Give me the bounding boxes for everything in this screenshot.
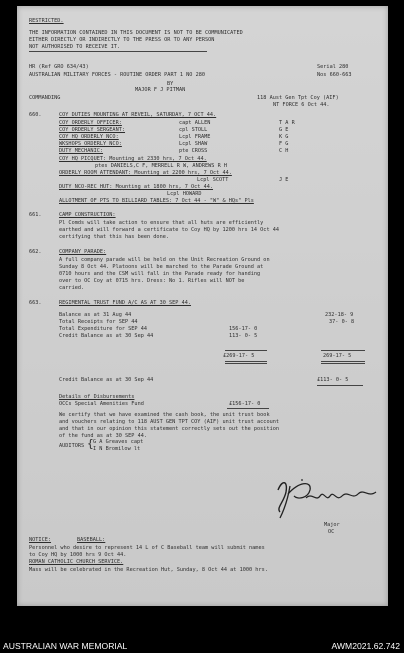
handwritten-signature: [272, 472, 382, 522]
archive-reference: AWM2021.62.742: [331, 641, 400, 651]
account-value-b: 37- 0- 8: [329, 319, 355, 325]
duty-name: capt ALLEN: [179, 120, 211, 126]
duty-role: COY ORDERLY SERGEANT:: [59, 127, 126, 133]
unit-name: 118 Aust Gen Tpt Coy (AIF): [257, 95, 339, 101]
orderly-room-next: J E: [279, 177, 289, 183]
notice-label: NOTICE:: [29, 537, 52, 543]
certificate-line: of the fund as at 30 SEP 44.: [59, 433, 148, 439]
body-line: Sunday 8 Oct 44. Platoons will be marched to the Parade Ground at: [59, 264, 264, 270]
auditor-name: G A Greaves capt: [93, 439, 144, 445]
restricted-stamp: RESTRICTED.: [29, 18, 64, 24]
total-b: 269-17- 5: [323, 353, 352, 359]
rec-hut-name: Lcpl HOWARD: [167, 191, 202, 197]
body-line: over to OC Coy at 0715 hrs. Dress: No 1. Rifles will NOT be: [59, 278, 245, 284]
body-line: to Coy HQ by 1000 hrs 9 Oct 44.: [29, 552, 127, 558]
section-number: 663.: [29, 300, 42, 306]
body-line: 0710 hours and the CSM will fall in the Parade ready for handing: [59, 271, 261, 277]
total-rule: [321, 350, 365, 351]
church-heading: ROMAN CATHOLIC CHURCH SERVICE.: [29, 559, 124, 565]
archive-footer: [0, 638, 404, 653]
document-title: AUSTRALIAN MILITARY FORCES - ROUTINE ORDER PART 1 NO 280: [29, 72, 206, 78]
body-line: A full company parade will be held on the Unit Recreation Ground on: [59, 257, 270, 263]
account-value-a: 156-17- 0: [229, 326, 258, 332]
duty-next: F G: [279, 141, 289, 147]
document-page: [17, 6, 388, 606]
signatory-role: OC: [328, 529, 335, 535]
account-label: Credit Balance as at 30 Sep 44: [59, 333, 154, 339]
duty-next: T A R: [279, 120, 295, 126]
account-value-a: 113- 0- 5: [229, 333, 258, 339]
picquet-line: COY HQ PICQUET: Mounting at 2330 hrs, 7 Oct 44.: [59, 156, 207, 162]
body-line: Pl Comds will take action to ensure that all huts are efficiently: [59, 220, 264, 226]
total-rule: [317, 385, 363, 386]
details-value: £156-17- 0: [229, 401, 261, 407]
duty-name: cpl STOLL: [179, 127, 208, 133]
warning-line: THE INFORMATION CONTAINED IN THIS DOCUMENT IS NOT TO BE COMMUNICATED: [29, 30, 243, 36]
credit-label: Credit Balance as at 30 Sep 44: [59, 377, 154, 383]
duty-next: G E: [279, 127, 289, 133]
details-heading: Details of Disbursements: [59, 394, 135, 400]
auditors-brace: {: [87, 437, 94, 450]
account-label: Total Expenditure for SEP 44: [59, 326, 148, 332]
certificate-line: and vouchers relating to 118 AUST GEN TPT COY (AIF) unit trust account: [59, 419, 280, 425]
reference: HR (Ref GRO 634/43): [29, 64, 89, 70]
total-rule: [225, 363, 267, 364]
section-heading: COY DUTIES MOUNTING AT REVEIL, SATURDAY, 7 OCT 44.: [59, 112, 217, 118]
body-line: carried.: [59, 285, 85, 291]
duty-role: DUTY MECHANIC:: [59, 148, 104, 154]
total-rule: [321, 363, 365, 364]
location-date: NT FORCE 6 Oct 44.: [273, 102, 330, 108]
body-line: earthed and will forward a certificate to Coy HQ by 1200 hrs 14 Oct 44: [59, 227, 280, 233]
commander-name: MAJOR F J PITMAN: [135, 87, 186, 93]
commanding-label: COMMANDING: [29, 95, 61, 101]
duty-name: Lcpl FRAME: [179, 134, 211, 140]
auditor-name: I N Bromilow lt: [93, 446, 141, 452]
duty-name: Lcpl SHAW: [179, 141, 208, 147]
serial-number: Serial 280: [317, 64, 349, 70]
archive-name: AUSTRALIAN WAR MEMORIAL: [3, 641, 128, 651]
total-a: £269-17- 5: [223, 353, 255, 359]
total-rule: [227, 408, 269, 409]
duty-next: C H: [279, 148, 289, 154]
duty-role: COY ORDERLY OFFICER:: [59, 120, 122, 126]
section-number: 661.: [29, 212, 42, 218]
credit-value: £113- 0- 5: [317, 377, 349, 383]
by-line: BY: [167, 81, 174, 87]
body-line: Personnel who desire to represent 14 L of C Baseball team will submit names: [29, 545, 265, 551]
orderly-room-line: ORDERLY ROOM ATTENDANT: Mounting at 2200 hrs, 7 Oct 44.: [59, 170, 232, 176]
certificate-line: We certify that we have examined the cash book, the unit trust book: [59, 412, 270, 418]
warning-line: NOT AUTHORISED TO RECEIVE IT.: [29, 44, 121, 50]
account-value-b: 232-18- 9: [325, 312, 354, 318]
section-heading: COMPANY PARADE:: [59, 249, 107, 255]
section-heading: REGIMENTAL TRUST FUND A/C AS AT 30 SEP 44.: [59, 300, 192, 306]
details-item: OCCs Special Amenities Fund: [59, 401, 144, 407]
picquet-names: ptes DANIELS,C F, MERRELL R W, ANDREWS R H: [95, 163, 228, 169]
account-label: Total Receipts for SEP 44: [59, 319, 138, 325]
duty-name: pte CROSS: [179, 148, 208, 154]
order-numbers: Nos 660-663: [317, 72, 352, 78]
certificate-line: and that in our opinion this statement correctly sets out the position: [59, 426, 280, 432]
baseball-heading: BASEBALL:: [77, 537, 106, 543]
section-number: 662.: [29, 249, 42, 255]
duty-role: COY HQ ORDERLY NCO:: [59, 134, 119, 140]
body-line: certifying that this has been done.: [59, 234, 170, 240]
signatory-title: Major: [324, 522, 340, 528]
account-label: Balance as at 31 Aug 44: [59, 312, 132, 318]
billiards-line: ALLOTMENT OF PTS TO BILLIARD TABLES: 7 Oct 44 - "W" & HQs" Pls: [59, 198, 254, 204]
section-heading: CAMP CONSTRUCTION:: [59, 212, 116, 218]
warning-line: EITHER DIRECTLY OR INDIRECTLY TO THE PRESS OR TO ANY PERSON: [29, 37, 215, 43]
orderly-room-name: Lcpl SCOTT: [197, 177, 229, 183]
duty-next: K G: [279, 134, 289, 140]
body-line: Mass will be celebrated in the Recreation Hut, Sunday, 8 Oct 44 at 1000 hrs.: [29, 567, 268, 573]
divider: [29, 51, 207, 52]
section-number: 660.: [29, 112, 42, 118]
rec-hut-line: DUTY NCO-REC HUT: Mounting at 1800 hrs, 7 Oct 44.: [59, 184, 214, 190]
duty-role: WKSHOPS ORDERLY NCO:: [59, 141, 122, 147]
total-rule: [225, 350, 267, 351]
auditors-label: AUDITORS: [59, 443, 85, 449]
